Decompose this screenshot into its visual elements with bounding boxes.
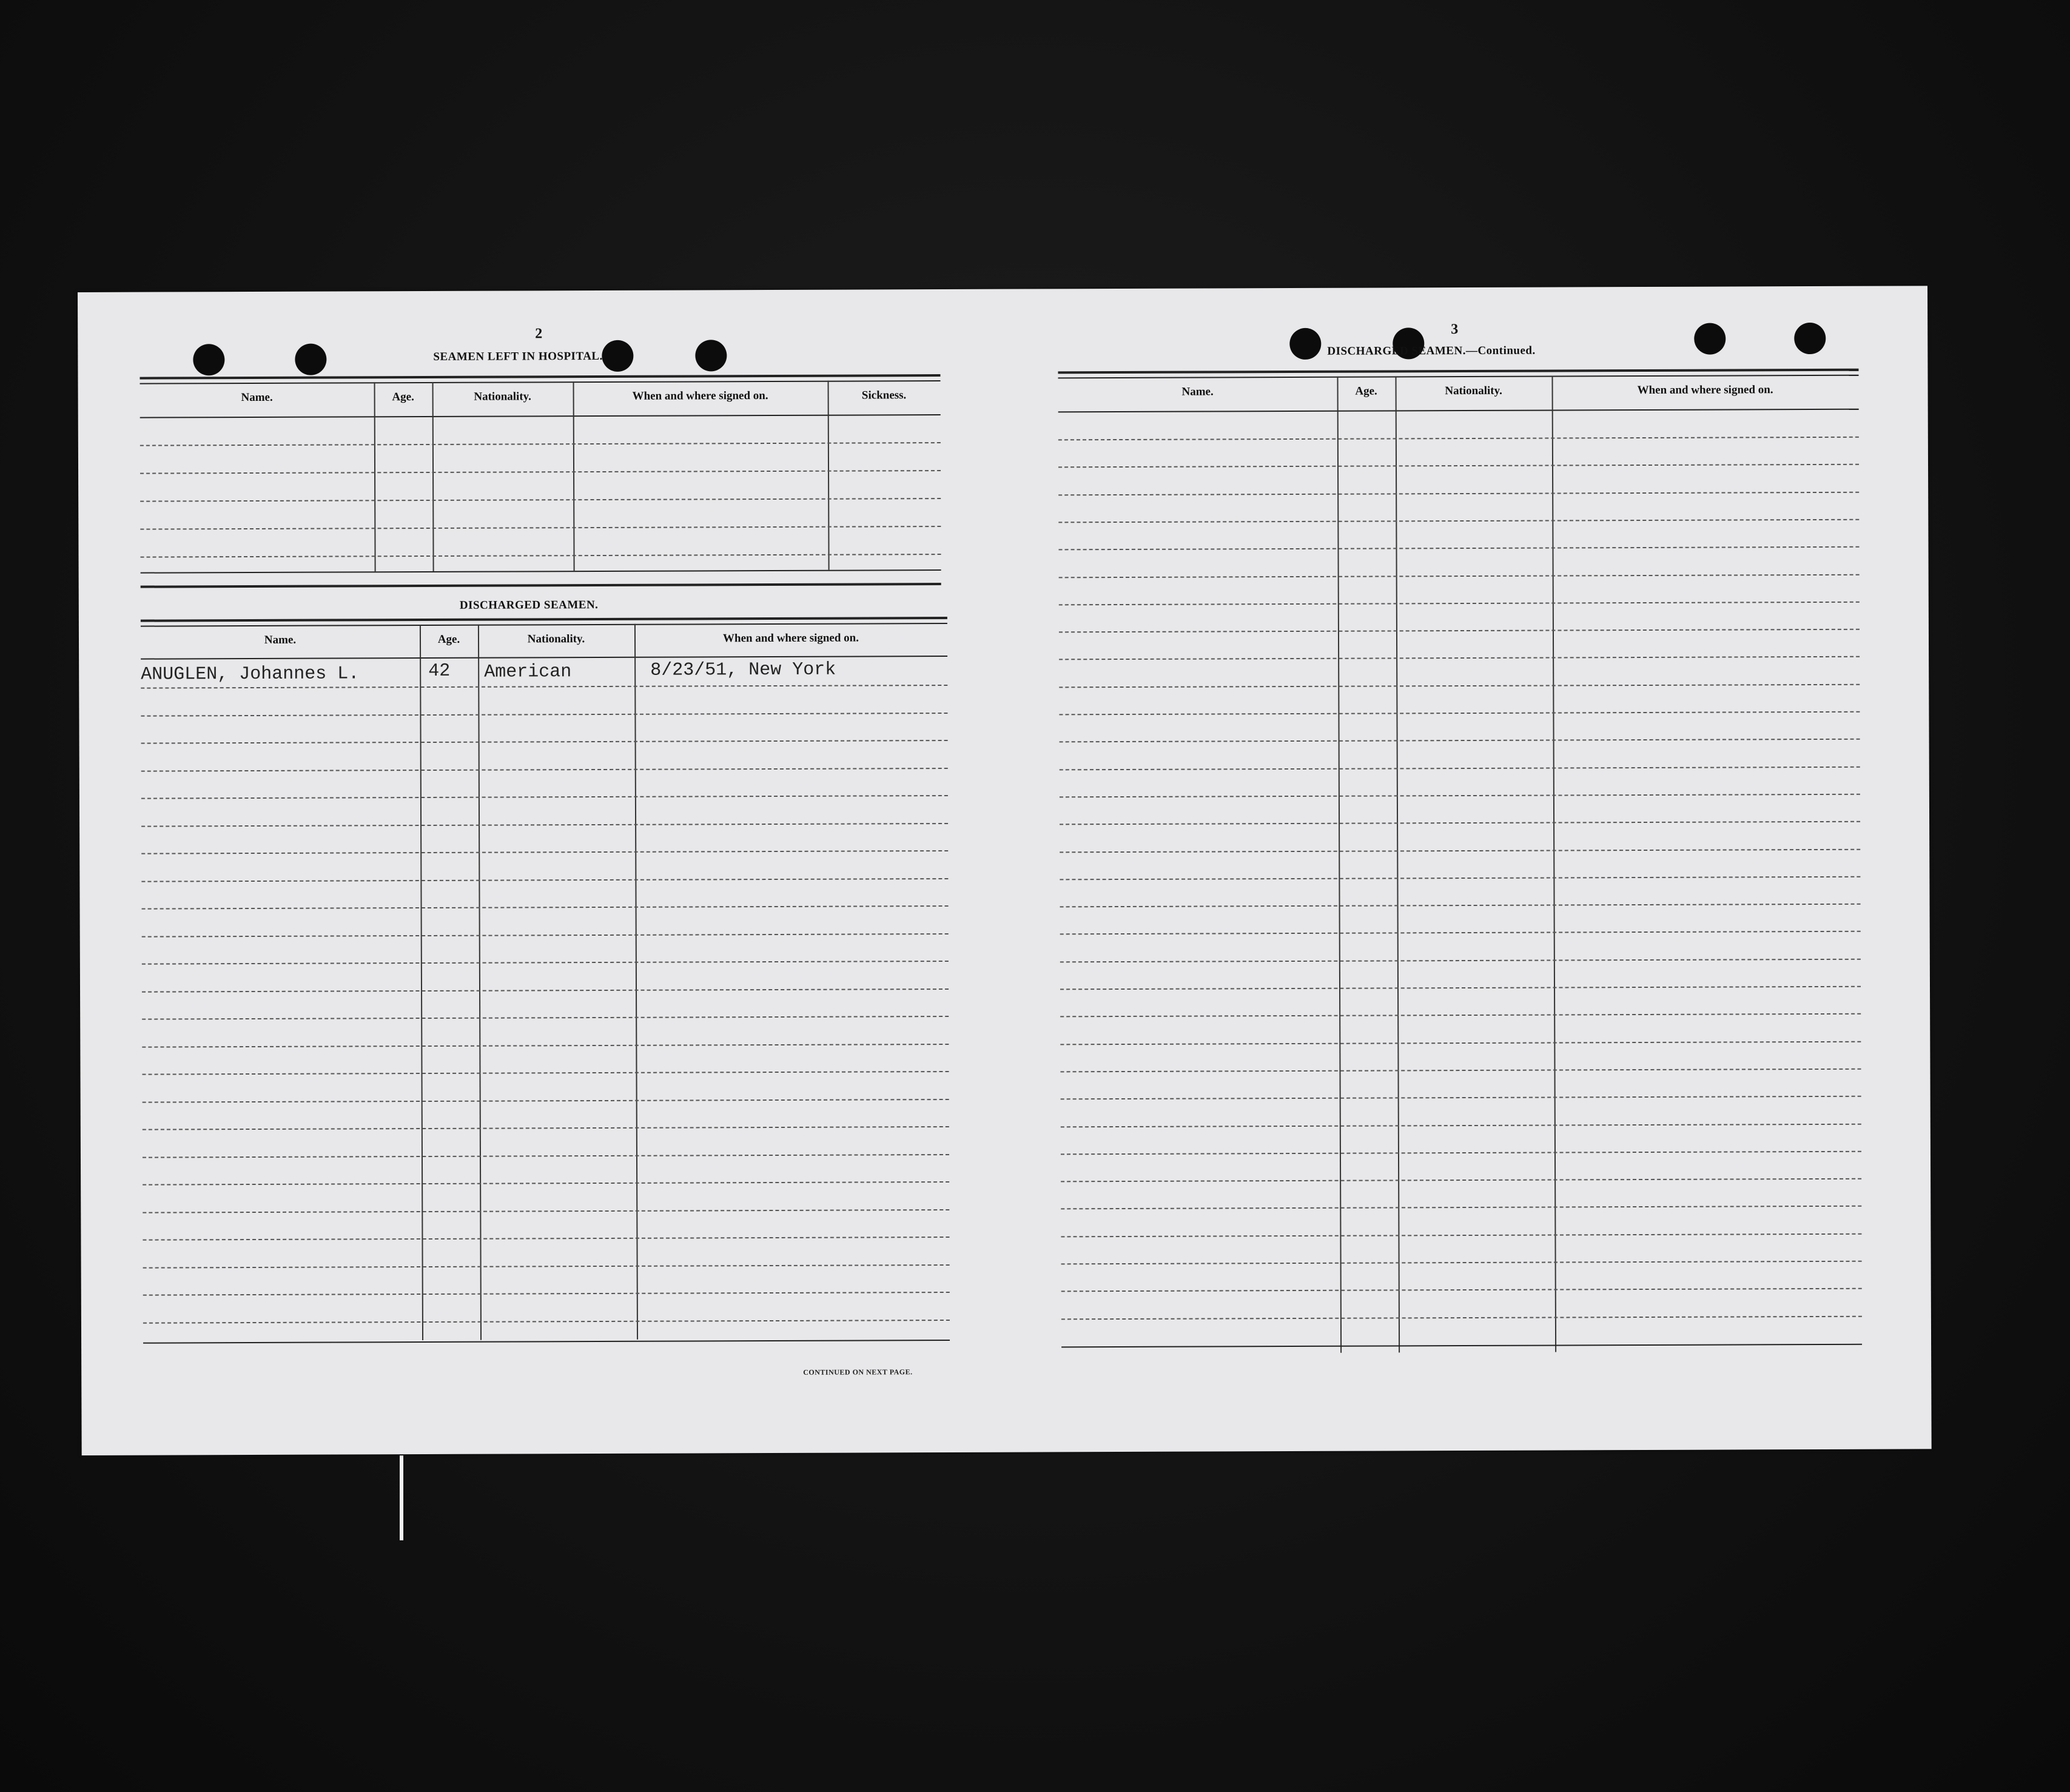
- table-bottom-border: [141, 569, 941, 574]
- section-divider: [141, 583, 941, 588]
- row-rule: [1060, 904, 1861, 908]
- row-rule: [143, 1153, 949, 1158]
- row-rule: [142, 1043, 949, 1047]
- row-rule: [1061, 1178, 1861, 1183]
- row-rule: [1060, 739, 1860, 743]
- row-rule: [141, 822, 948, 827]
- row-rule: [143, 1319, 950, 1323]
- row-rule: [1060, 766, 1860, 770]
- row-rule: [141, 685, 947, 689]
- column-divider: [374, 382, 376, 571]
- row-rule: [142, 961, 949, 965]
- column-divider: [432, 382, 434, 571]
- column-divider: [1337, 377, 1342, 1353]
- row-rule: [1060, 958, 1861, 962]
- column-header-age: Age.: [1355, 384, 1377, 398]
- row-rule: [1061, 1288, 1862, 1292]
- discharged-table: [141, 617, 950, 1347]
- punch-hole: [602, 340, 633, 372]
- row-rule: [141, 767, 948, 771]
- column-header-signed-on: When and where signed on.: [722, 631, 859, 645]
- row-rule: [140, 470, 941, 474]
- table-bottom-border: [143, 1340, 950, 1344]
- row-rule: [1060, 1013, 1861, 1018]
- column-header-nationality: Nationality.: [1445, 384, 1502, 398]
- column-header-signed-on: When and where signed on.: [1637, 383, 1773, 397]
- column-divider: [573, 381, 575, 571]
- row-rule: [1059, 683, 1860, 688]
- row-rule: [1059, 711, 1860, 716]
- punch-hole: [295, 344, 326, 375]
- row-rule: [143, 1126, 949, 1130]
- row-rule: [1059, 602, 1860, 606]
- row-rule: [1059, 656, 1860, 660]
- column-header-name: Name.: [264, 633, 297, 646]
- table-top-border: [141, 617, 947, 622]
- row-rule: [1058, 464, 1859, 468]
- table-top-border: [139, 374, 940, 380]
- row-rule: [1058, 546, 1859, 551]
- row-rule: [1059, 574, 1860, 578]
- row-rule: [142, 933, 949, 937]
- discharged-nationality-cell: American: [484, 662, 572, 683]
- column-header-name: Name.: [1181, 385, 1214, 398]
- row-rule: [141, 554, 941, 558]
- column-divider: [478, 625, 482, 1340]
- discharged-name-cell: ANUGLEN, Johannes L.: [141, 663, 360, 685]
- row-rule: [141, 740, 948, 744]
- page-number-right: 3: [1451, 321, 1459, 338]
- discharged-section-title: DISCHARGED SEAMEN.: [459, 599, 599, 612]
- row-rule: [140, 526, 941, 530]
- column-header-name: Name.: [241, 391, 273, 404]
- discharged-age-cell: 42: [428, 660, 451, 682]
- row-rule: [1058, 519, 1859, 523]
- column-divider: [828, 381, 830, 570]
- row-rule: [143, 1237, 949, 1241]
- punch-hole: [1694, 323, 1726, 355]
- row-rule: [142, 905, 949, 910]
- table-top-border: [140, 380, 941, 384]
- header-underline: [1058, 409, 1859, 413]
- table-top-border: [1058, 369, 1858, 374]
- header-underline: [141, 656, 947, 660]
- row-rule: [1060, 876, 1860, 881]
- row-rule: [1061, 1233, 1861, 1237]
- scan-artifact: [400, 1455, 403, 1540]
- header-underline: [140, 414, 941, 418]
- table-bottom-border: [1061, 1344, 1862, 1348]
- table-top-border: [1058, 375, 1858, 379]
- row-rule: [142, 1071, 949, 1075]
- row-rule: [1061, 1261, 1862, 1265]
- row-rule: [143, 1264, 950, 1268]
- column-divider: [1395, 376, 1400, 1352]
- row-rule: [142, 1016, 949, 1020]
- row-rule: [1058, 437, 1859, 441]
- punch-hole: [1794, 323, 1826, 354]
- row-rule: [1060, 931, 1861, 935]
- row-rule: [1061, 1315, 1862, 1320]
- table-top-border: [141, 623, 947, 627]
- row-rule: [1060, 821, 1860, 825]
- row-rule: [1060, 1041, 1861, 1045]
- row-rule: [141, 712, 947, 716]
- column-header-age: Age.: [392, 391, 414, 404]
- column-header-nationality: Nationality.: [474, 390, 531, 403]
- row-rule: [140, 498, 941, 502]
- column-divider: [1551, 376, 1556, 1352]
- discharged-signed-on-cell: 8/23/51, New York: [650, 659, 836, 681]
- row-rule: [1060, 794, 1860, 798]
- row-rule: [141, 795, 948, 799]
- row-rule: [1060, 986, 1861, 990]
- column-header-nationality: Nationality.: [527, 633, 585, 646]
- continued-footnote: CONTINUED ON NEXT PAGE.: [803, 1367, 913, 1377]
- discharged-continued-table: [1058, 369, 1862, 1354]
- punch-hole: [695, 340, 727, 371]
- row-rule: [143, 1181, 949, 1186]
- column-divider: [420, 625, 423, 1340]
- column-header-signed-on: When and where signed on.: [632, 389, 768, 403]
- row-rule: [1060, 848, 1860, 853]
- row-rule: [1061, 1206, 1861, 1210]
- discharged-continued-title: DISCHARGED SEAMEN.—Continued.: [1327, 344, 1536, 358]
- row-rule: [1061, 1151, 1861, 1155]
- column-divider: [634, 624, 638, 1340]
- row-rule: [143, 1098, 949, 1102]
- hospital-section-title: SEAMEN LEFT IN HOSPITAL.: [433, 349, 603, 363]
- row-rule: [141, 878, 948, 882]
- column-header-age: Age.: [437, 633, 460, 646]
- row-rule: [143, 1209, 949, 1213]
- row-rule: [1059, 629, 1860, 633]
- page-number-left: 2: [535, 326, 543, 342]
- punch-hole: [193, 344, 224, 375]
- row-rule: [142, 988, 949, 992]
- document-sheet: [78, 286, 1932, 1455]
- column-header-sickness: Sickness.: [861, 389, 907, 402]
- row-rule: [1061, 1096, 1861, 1100]
- hospital-table: [139, 374, 941, 583]
- row-rule: [1060, 1069, 1861, 1073]
- row-rule: [143, 1292, 950, 1296]
- row-rule: [140, 442, 941, 446]
- punch-hole: [1289, 328, 1321, 360]
- row-rule: [1058, 491, 1859, 495]
- row-rule: [141, 850, 948, 854]
- row-rule: [1061, 1123, 1861, 1127]
